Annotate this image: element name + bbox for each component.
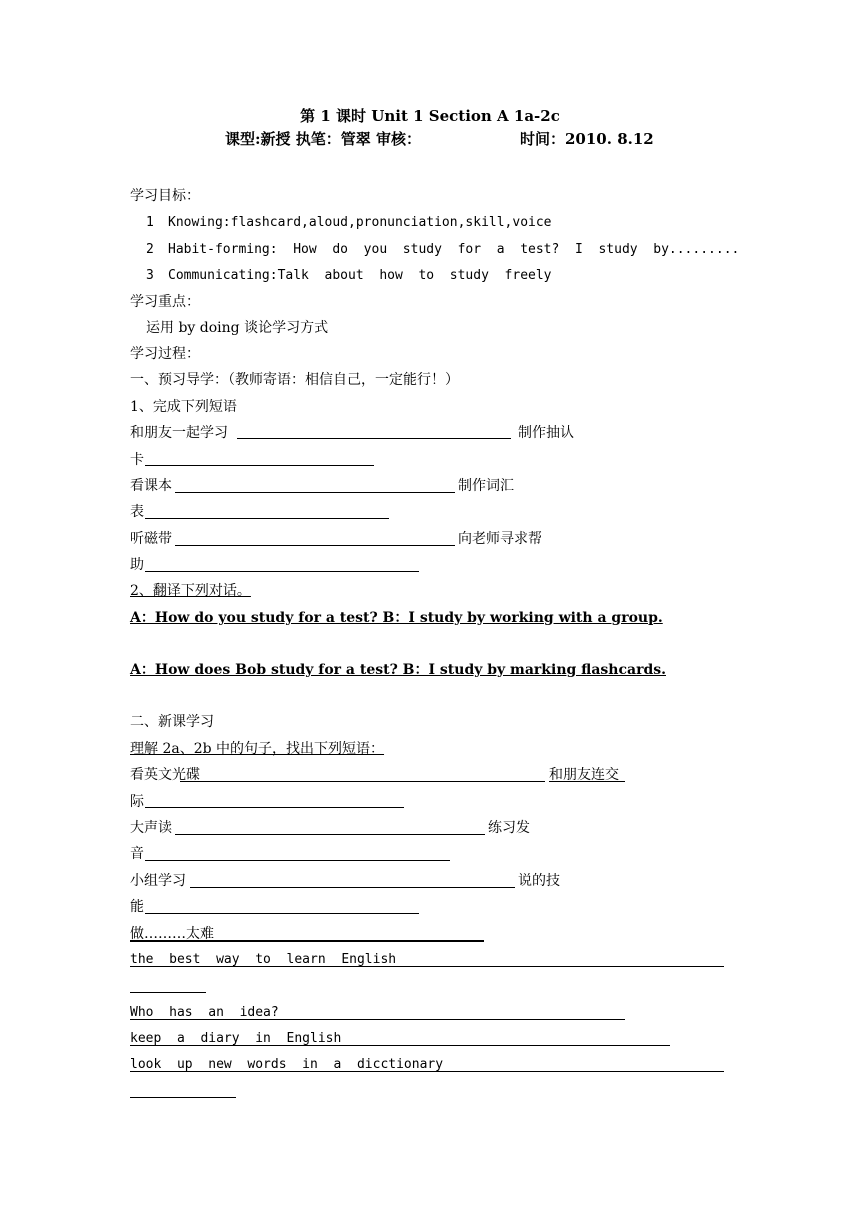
phrase-label: 听磁带 bbox=[130, 531, 172, 547]
goal-num-3: 3 bbox=[146, 268, 154, 283]
goal-text-3: Communicating:Talk about how to study freely bbox=[168, 268, 552, 283]
answer-blank[interactable] bbox=[175, 492, 455, 493]
lesson-time: 时间：2010. 8.12 bbox=[520, 130, 654, 148]
goal-num-2: 2 bbox=[146, 242, 154, 257]
key-points-heading: 学习重点： bbox=[130, 294, 200, 310]
task1-heading: 1、完成下列短语 bbox=[130, 399, 237, 415]
phrase-label: 际 bbox=[130, 794, 144, 810]
part1-heading: 一、预习导学：（教师寄语：相信自己，一定能行！） bbox=[130, 372, 459, 388]
dialog-1: A：How do you study for a test? B：I study by working with a group. bbox=[130, 610, 663, 626]
phrase-label: 卡 bbox=[130, 452, 144, 468]
task2-heading: 2、翻译下列对话。 bbox=[130, 583, 251, 599]
goal-text-2: Habit-forming: How do you study for a test? I study by......... bbox=[168, 242, 740, 257]
phrase-label: 助 bbox=[130, 557, 144, 573]
answer-blank[interactable] bbox=[130, 992, 206, 993]
answer-blank[interactable] bbox=[145, 571, 419, 572]
phrase-label: 大声读 bbox=[130, 820, 172, 836]
english-phrase: keep a diary in English bbox=[130, 1031, 342, 1046]
goal-num-1: 1 bbox=[146, 215, 154, 230]
process-heading: 学习过程： bbox=[130, 346, 200, 362]
goals-heading: 学习目标： bbox=[130, 188, 200, 204]
phrase-label: 说的技 bbox=[518, 873, 560, 889]
phrase-label: 能 bbox=[130, 899, 144, 915]
english-phrase: look up new words in a dicctionary bbox=[130, 1057, 444, 1072]
page-title: 第 1 课时 Unit 1 Section A 1a-2c bbox=[300, 107, 560, 125]
answer-blank[interactable] bbox=[145, 913, 419, 914]
answer-blank[interactable] bbox=[145, 860, 450, 861]
answer-blank[interactable] bbox=[130, 966, 724, 967]
phrase-label: 看英文光碟 bbox=[130, 767, 200, 783]
english-phrase: Who has an idea? bbox=[130, 1005, 279, 1020]
answer-blank[interactable] bbox=[145, 807, 404, 808]
answer-blank[interactable] bbox=[130, 1045, 670, 1046]
phrase-label: 音 bbox=[130, 846, 144, 862]
part2-instruction: 理解 2a、2b 中的句子，找出下列短语： bbox=[130, 741, 385, 757]
lesson-meta: 课型:新授 执笔：管翠 审核： bbox=[225, 130, 421, 148]
too-hard-label: 做………太难 bbox=[130, 926, 214, 942]
phrase-label: 看课本 bbox=[130, 478, 172, 494]
answer-blank[interactable] bbox=[130, 940, 484, 942]
dialog-2: A：How does Bob study for a test? B：I study by marking flashcards. bbox=[130, 662, 666, 678]
answer-blank[interactable] bbox=[130, 1019, 625, 1020]
phrase-label: 和朋友一起学习 bbox=[130, 425, 228, 441]
phrase-label: 小组学习 bbox=[130, 873, 186, 889]
phrase-label: 制作抽认 bbox=[518, 425, 574, 441]
phrase-label: 和朋友连交 bbox=[549, 767, 619, 783]
answer-blank[interactable] bbox=[237, 438, 511, 439]
key-points-text: 运用 by doing 谈论学习方式 bbox=[146, 320, 329, 336]
phrase-label: 向老师寻求帮 bbox=[458, 531, 542, 547]
phrase-label: 制作词汇 bbox=[458, 478, 514, 494]
answer-blank[interactable] bbox=[145, 465, 374, 466]
english-phrase: the best way to learn English bbox=[130, 952, 397, 967]
part2-heading: 二、新课学习 bbox=[130, 714, 214, 730]
label-underline bbox=[549, 781, 625, 782]
answer-blank[interactable] bbox=[175, 834, 485, 835]
phrase-label: 表 bbox=[130, 504, 144, 520]
phrase-label: 练习发 bbox=[488, 820, 530, 836]
goal-text-1: Knowing:flashcard,aloud,pronunciation,skill,voice bbox=[168, 215, 552, 230]
answer-blank[interactable] bbox=[145, 518, 389, 519]
answer-blank[interactable] bbox=[130, 1097, 236, 1098]
answer-blank[interactable] bbox=[175, 545, 455, 546]
answer-blank[interactable] bbox=[130, 1071, 724, 1072]
answer-blank[interactable] bbox=[190, 887, 515, 888]
answer-blank[interactable] bbox=[180, 781, 545, 782]
